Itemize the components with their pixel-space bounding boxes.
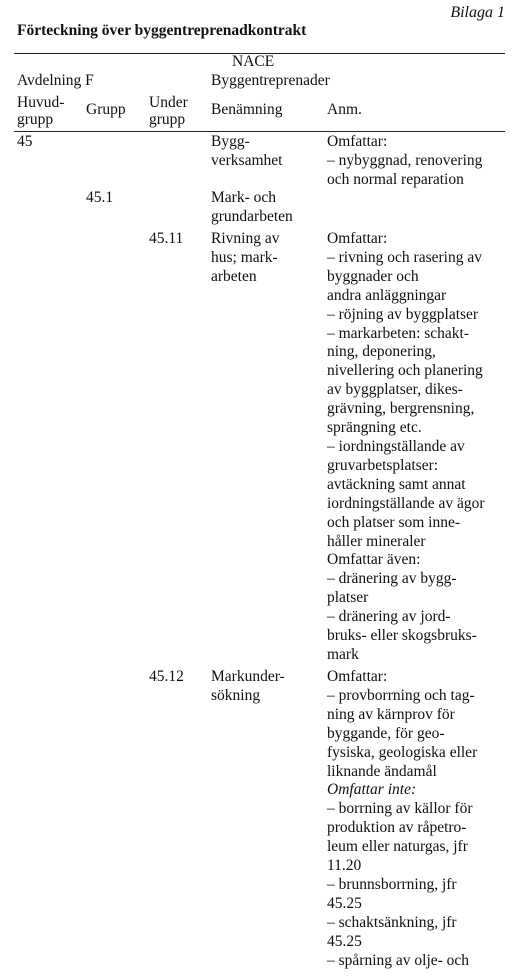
cell-line: – provborrning och tag- xyxy=(327,686,475,704)
cell-line: verksamhet xyxy=(211,151,283,169)
appendix-label: Bilaga 1 xyxy=(450,4,505,21)
cell-line: Markunder- xyxy=(211,668,285,685)
col-header-main-group: Huvud- grupp xyxy=(17,94,65,128)
cell-line: – borrning av källor för xyxy=(327,800,473,818)
cell-line: sprängning etc. xyxy=(327,419,422,437)
cell-subgroup xyxy=(149,230,183,249)
cell-line: arbeten xyxy=(211,267,257,285)
cell-line: 11.20 xyxy=(327,857,362,875)
cell-line: 45.1 xyxy=(86,189,114,206)
cell-line: 45.25 xyxy=(327,932,362,950)
cell-main-group xyxy=(17,133,33,152)
cell-line: – dränering av jord- xyxy=(327,608,451,626)
cell-line: andra anläggningar xyxy=(327,286,447,304)
cell-line: och normal reparation xyxy=(327,170,464,188)
cell-line: – brunnsborrning, jfr xyxy=(327,875,457,893)
cell-name xyxy=(211,133,282,171)
cell-line: Omfattar: xyxy=(327,668,388,685)
cell-name xyxy=(211,668,285,706)
cell-line: ning av kärnprov för xyxy=(327,705,455,723)
cell-notes xyxy=(327,668,477,971)
cell-line: byggnader och xyxy=(327,267,419,285)
cell-line: 45.25 xyxy=(327,894,362,912)
cell-line: hus; mark- xyxy=(211,248,278,266)
header-rule-bottom xyxy=(14,131,505,132)
cell-line: Omfattar även: xyxy=(327,551,421,569)
cell-line: av byggplatser, dikes- xyxy=(327,381,463,399)
nace-label: NACE xyxy=(232,53,275,70)
cell-line: mark xyxy=(327,645,359,663)
cell-line: 45 xyxy=(17,133,33,150)
cell-line: iordningställande av ägor xyxy=(327,494,485,512)
cell-group xyxy=(86,189,113,208)
cell-line: byggande, för geo- xyxy=(327,724,445,742)
cell-line: nivellering och planering xyxy=(327,362,483,380)
cell-line: avtäckning samt annat xyxy=(327,475,466,493)
cell-line: – schaktsänkning, jfr xyxy=(327,913,457,931)
cell-line: fysiska, geologiska eller xyxy=(327,743,478,761)
cell-line: Omfattar inte: xyxy=(327,781,417,799)
document-title: Förteckning över byggentreprenadkontrakt xyxy=(17,22,307,39)
cell-line: – röjning av byggplatser xyxy=(327,305,479,323)
cell-subgroup xyxy=(149,668,184,687)
cell-line: ning, deponering, xyxy=(327,343,436,361)
cell-line: och platser som inne- xyxy=(327,513,461,531)
cell-line: platser xyxy=(327,589,369,607)
cell-line: håller mineraler xyxy=(327,532,426,550)
cell-line: grävning, bergrensning, xyxy=(327,400,475,418)
cell-name xyxy=(211,189,293,227)
cell-line: gruvarbetsplatser: xyxy=(327,456,439,474)
cell-line: – nybyggnad, renovering xyxy=(327,151,483,169)
cell-notes xyxy=(327,230,485,665)
cell-line: Omfattar: xyxy=(327,133,388,150)
cell-line: Bygg- xyxy=(211,133,250,150)
cell-line: 45.11 xyxy=(149,230,184,247)
cell-line: Rivning av xyxy=(211,230,280,247)
col-header-subgroup: Under grupp xyxy=(149,94,188,128)
division-label: Avdelning F xyxy=(17,72,94,89)
col-header-group: Grupp xyxy=(86,101,126,118)
col-header-notes: Anm. xyxy=(327,101,362,118)
cell-name xyxy=(211,230,279,287)
cell-line: liknande ändamål xyxy=(327,762,437,780)
cell-line: leum eller naturgas, jfr xyxy=(327,838,468,856)
cell-line: sökning xyxy=(211,686,261,704)
cell-line: Mark- och xyxy=(211,189,276,206)
cell-line: Omfattar: xyxy=(327,230,388,247)
cell-line: produktion av råpetro- xyxy=(327,819,467,837)
section-label: Byggentreprenader xyxy=(211,72,330,89)
cell-line: bruks- eller skogsbruks- xyxy=(327,627,477,645)
cell-line: – iordningställande av xyxy=(327,437,465,455)
cell-notes xyxy=(327,133,482,190)
cell-line: 45.12 xyxy=(149,668,184,685)
cell-line: – markarbeten: schakt- xyxy=(327,324,470,342)
cell-line: – rivning och rasering av xyxy=(327,248,482,266)
cell-line: – dränering av bygg- xyxy=(327,570,457,588)
cell-line: – spårning av olje- och xyxy=(327,951,470,969)
cell-line: grundarbeten xyxy=(211,207,293,225)
col-header-name: Benämning xyxy=(211,101,283,118)
